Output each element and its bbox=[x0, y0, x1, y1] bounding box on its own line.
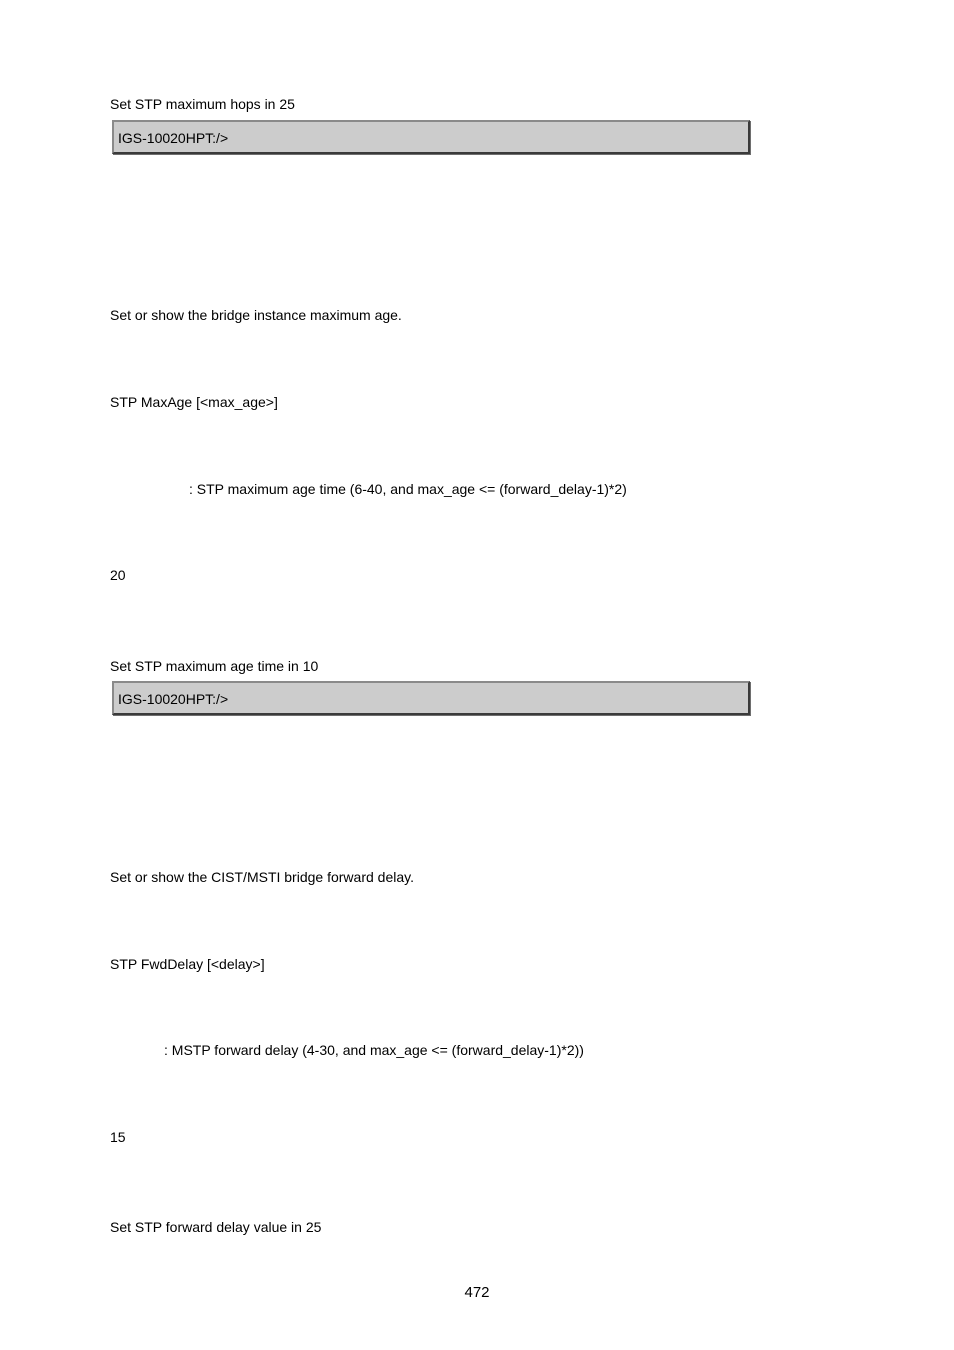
parameter-max-age: : STP maximum age time (6-40, and max_age <= (forward_delay-1)*2) bbox=[189, 481, 627, 497]
default-max-age: 20 bbox=[110, 567, 126, 583]
example-caption-max-hops: Set STP maximum hops in 25 bbox=[110, 96, 295, 112]
example-caption-fwd-delay: Set STP forward delay value in 25 bbox=[110, 1219, 322, 1235]
page-number: 472 bbox=[464, 1284, 490, 1301]
cli-prompt-box-max-hops bbox=[112, 120, 750, 154]
cli-prompt-text: IGS-10020HPT:/> bbox=[118, 130, 229, 146]
description-fwd-delay: Set or show the CIST/MSTI bridge forward delay. bbox=[110, 869, 414, 885]
syntax-fwd-delay: STP FwdDelay [<delay>] bbox=[110, 956, 265, 972]
description-max-age: Set or show the bridge instance maximum age. bbox=[110, 307, 402, 323]
syntax-max-age: STP MaxAge [<max_age>] bbox=[110, 394, 278, 410]
cli-prompt-box-max-age bbox=[112, 681, 750, 715]
default-fwd-delay: 15 bbox=[110, 1129, 126, 1145]
example-caption-max-age: Set STP maximum age time in 10 bbox=[110, 658, 319, 674]
cli-prompt-text: IGS-10020HPT:/> bbox=[118, 691, 229, 707]
parameter-fwd-delay: : MSTP forward delay (4-30, and max_age <= (forward_delay-1)*2)) bbox=[164, 1042, 584, 1058]
